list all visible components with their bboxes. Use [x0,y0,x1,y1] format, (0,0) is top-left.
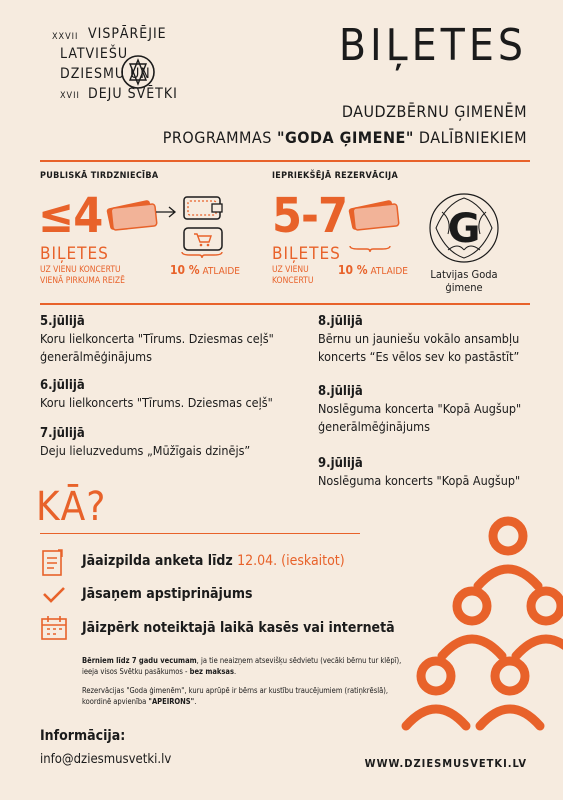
pre-discount-label: ATLAIDE [370,266,408,277]
event-item [40,426,290,459]
events-right [318,314,538,489]
how-heading: KĀ? [36,484,107,530]
event-item [318,384,538,456]
event-item [40,378,290,426]
event-line1: Deju lieluzvedums „Mūžīgais dzinējs” [40,443,251,458]
subtitle-line2 [163,128,527,147]
event-line1: Noslēguma koncerta "Kopā Augšup" [318,401,522,416]
event-line1: Koru lielkoncerta "Tīrums. Dziesmas ceļš" [40,331,274,346]
event-line1: Koru lielkoncerts "Tīrums. Dziesmas ceļš" [40,395,273,410]
form-icon [40,548,66,578]
subtitle2-bold: "GODA ĢIMENE" [276,128,414,147]
note2-line1: Rezervācijas "Goda ģimenēm", kuru aprūpē ir bērns ar kustību traucējumiem (ratiņkrēslā), [82,686,389,695]
info-email[interactable]: info@dziesmusvetki.lv [40,752,172,767]
festival-line3: DZIESMU UN [60,66,151,82]
ticket-icon [104,196,160,232]
note1-line2-end: . [233,667,237,676]
step1-date: 12.04. (ieskaitot) [237,553,345,569]
website-link[interactable]: WWW.DZIESMUSVETKI.LV [364,757,527,770]
event-line1: Noslēguma koncerts "Kopā Augšup" [318,473,521,488]
public-discount-value: 10 % [170,263,200,277]
event-line2: ģenerālmēģinājums [40,349,152,364]
subtitle2-pre: PROGRAMMAS [162,128,277,147]
divider-middle [40,303,530,305]
event-date: 7.jūlijā [40,426,85,441]
note1-bold: Bērniem līdz 7 gadu vecumam [82,656,197,665]
phone-cart-icon [182,226,224,252]
note-children [82,655,402,677]
pre-reservation-number: 5-7 [272,188,348,244]
goda-caption-line1: Latvijas Goda [430,268,498,281]
note2-line2-end: . [194,697,197,706]
calendar-icon [40,614,68,642]
brace-icon-2 [348,245,392,253]
note2-line2-pre: koordinē apvienība [82,697,149,706]
how-step-3: Jāizpērk noteiktajā laikā kasēs vai internetā [82,620,395,636]
goda-caption [414,268,514,294]
note-children-line1 [82,655,402,666]
public-sale-desc2: VIENĀ PIRKUMA REIZĒ [40,276,125,286]
brace-icon [180,251,224,259]
festival-line2: LATVIEŠU [60,46,129,62]
festival-line4: DEJU SVĒTKI [88,86,178,102]
note2-line2 [82,696,412,707]
step1-text: Jāaizpilda anketa līdz [82,553,238,569]
festival-logo [40,26,180,126]
subtitle-line1: DAUDZBĒRNU ĢIMENĒM [341,102,527,121]
event-line2: koncerts “Es vēlos sev ko pastāstīt” [318,349,520,364]
pre-reservation-discount [338,263,408,277]
event-line2: ģenerālmēģinājums [318,419,430,434]
public-sale-number: ≤4 [38,188,103,244]
goda-caption-line2: ģimene [445,281,483,294]
public-discount-label: ATLAIDE [202,266,240,277]
event-line1: Bērnu un jauniešu vokālo ansambļu [318,331,520,346]
goda-logo-icon [426,190,502,266]
note1-line2-pre: ieeja visos Svētku pasākumos - [82,667,190,676]
public-sale-discount [170,263,240,277]
checkmark-icon [42,586,66,604]
note1-line2-bold: bez maksas [189,667,234,676]
how-step-1 [82,553,345,569]
pre-reservation-tickets: BIĻETES [272,244,341,264]
pre-reservation-label: IEPRIEKŠĒJĀ REZERVĀCIJA [272,171,399,181]
how-underline [40,533,360,534]
event-date: 6.jūlijā [40,378,85,393]
public-sale-desc1: UZ VIENU KONCERTU [40,265,121,275]
event-date: 8.jūlijā [318,314,363,329]
divider-top [40,160,530,162]
pre-reservation-desc2: KONCERTU [272,276,314,286]
pre-discount-value: 10 % [338,263,368,277]
public-sale-label: PUBLISKĀ TIRDZNIECĪBA [40,171,159,181]
festival-line1: VISPĀRĒJIE [88,26,167,42]
event-item [318,314,538,384]
event-date: 9.jūlijā [318,456,363,471]
event-date: 5.jūlijā [40,314,85,329]
arrow-icon [156,206,178,218]
festival-emblem-icon [120,54,156,90]
subtitle2-post: DALĪBNIEKIEM [413,128,527,147]
public-sale-tickets: BIĻETES [40,244,109,264]
note2-line2-bold: "APEIRONS" [148,697,195,706]
info-heading: Informācija: [40,728,126,744]
ticket-icon-2 [346,196,402,232]
events-left [40,314,290,459]
goda-logo-letter: G [447,206,481,252]
how-step-2: Jāsaņem apstiprinājums [82,586,253,602]
festival-num-top: XXVII [52,32,79,42]
page-title: BIĻETES [338,20,527,71]
note-children-line2 [82,666,402,677]
event-item [318,456,538,489]
festival-num-bottom: XVII [60,91,80,101]
event-item [40,314,290,378]
note-wheelchair [82,685,412,707]
note1-rest: , ja tie neaizņem atsevišķu sēdvietu (vecāki bērnu tur klēpī), [196,656,402,665]
pre-reservation-desc1: UZ VIENU [272,265,309,275]
wallet-icon [182,193,224,223]
people-pyramid-icon [396,508,563,738]
event-date: 8.jūlijā [318,384,363,399]
